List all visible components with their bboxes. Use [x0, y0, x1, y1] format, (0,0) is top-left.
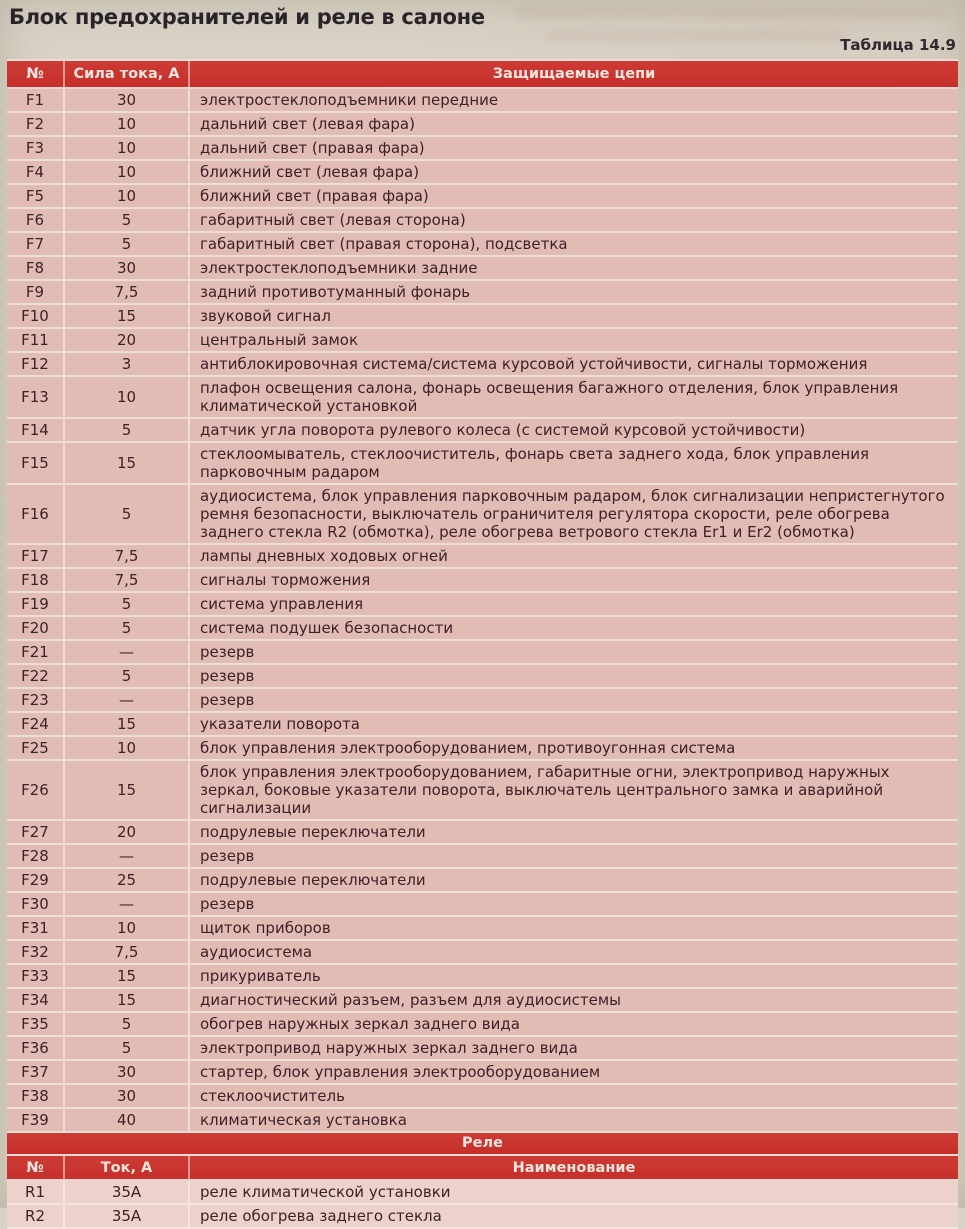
fuse-col-header-circuits: Защищаемые цепи — [492, 66, 656, 82]
cell-amp: 35А — [65, 1181, 190, 1203]
cell-amp: — — [65, 893, 190, 915]
table-row — [7, 617, 958, 641]
cell-desc: лампы дневных ходовых огней — [200, 547, 448, 565]
cell-amp: 15 — [65, 713, 190, 735]
cell-amp: 15 — [65, 965, 190, 987]
table-row — [7, 641, 958, 665]
cell-amp: 30 — [65, 257, 190, 279]
relay-col-header-name: Наименование — [512, 1159, 636, 1176]
cell-amp: — — [65, 689, 190, 711]
cell-amp: 5 — [65, 419, 190, 441]
cell-desc: электростеклоподъемники задние — [200, 259, 478, 277]
cell-desc: стеклоомыватель, стеклоочиститель, фонарь света заднего хода, блок управления парковочным радаром — [200, 445, 870, 481]
table-caption: Таблица 14.9 — [840, 36, 956, 54]
cell-desc: резерв — [200, 895, 255, 913]
table-row — [7, 281, 958, 305]
table-row — [7, 989, 958, 1013]
cell-amp: 5 — [65, 1013, 190, 1035]
table-row — [7, 419, 958, 443]
table-row — [7, 209, 958, 233]
table-row — [7, 689, 958, 713]
cell-num: F12 — [7, 353, 65, 375]
cell-desc: габаритный свет (левая сторона) — [200, 211, 466, 229]
cell-num: F13 — [7, 377, 65, 417]
cell-desc: центральный замок — [200, 331, 359, 349]
cell-amp: 10 — [65, 161, 190, 183]
cell-amp: 15 — [65, 761, 190, 819]
cell-desc: блок управления электрооборудованием, габаритные огни, электропривод наружных зеркал, боковые указатели поворота, выключатель центрального замка и аварийной сигнализации — [200, 763, 890, 817]
table-row — [7, 1181, 958, 1205]
table-row — [7, 485, 958, 545]
table-row — [7, 113, 958, 137]
fuse-table — [7, 59, 958, 1133]
cell-amp: 5 — [65, 1037, 190, 1059]
table-row — [7, 305, 958, 329]
cell-num: F15 — [7, 443, 65, 483]
cell-desc: прикуриватель — [200, 967, 321, 985]
cell-num: F7 — [7, 233, 65, 255]
cell-num: F14 — [7, 419, 65, 441]
cell-amp: 10 — [65, 137, 190, 159]
cell-num: F28 — [7, 845, 65, 867]
relay-table-body — [7, 1181, 958, 1229]
cell-amp: 10 — [65, 917, 190, 939]
cell-amp: 5 — [65, 665, 190, 687]
cell-amp: 7,5 — [65, 281, 190, 303]
cell-desc: обогрев наружных зеркал заднего вида — [200, 1015, 520, 1033]
cell-desc: стартер, блок управления электрооборудованием — [200, 1063, 601, 1081]
cell-desc: резерв — [200, 847, 255, 865]
table-row — [7, 713, 958, 737]
relay-col-header-amperage: Ток, А — [65, 1156, 190, 1179]
cell-num: F20 — [7, 617, 65, 639]
cell-num: F32 — [7, 941, 65, 963]
cell-amp: 7,5 — [65, 941, 190, 963]
cell-num: F37 — [7, 1061, 65, 1083]
cell-desc: система подушек безопасности — [200, 619, 454, 637]
table-row — [7, 1205, 958, 1229]
cell-desc: реле климатической установки — [200, 1183, 451, 1201]
table-row — [7, 893, 958, 917]
cell-amp: — — [65, 641, 190, 663]
cell-num: F35 — [7, 1013, 65, 1035]
fuse-table-body — [7, 89, 958, 1133]
cell-desc: сигналы торможения — [200, 571, 371, 589]
cell-amp: 40 — [65, 1109, 190, 1131]
cell-amp: 20 — [65, 821, 190, 843]
cell-desc: датчик угла поворота рулевого колеса (с системой курсовой устойчивости) — [200, 421, 806, 439]
cell-num: F36 — [7, 1037, 65, 1059]
cell-amp: 30 — [65, 89, 190, 111]
table-row — [7, 941, 958, 965]
cell-desc: щиток приборов — [200, 919, 331, 937]
relay-section-header: Реле — [7, 1133, 958, 1156]
table-row — [7, 137, 958, 161]
cell-num: F11 — [7, 329, 65, 351]
cell-amp: 7,5 — [65, 569, 190, 591]
cell-amp: 30 — [65, 1085, 190, 1107]
cell-desc: указатели поворота — [200, 715, 360, 733]
cell-num: F5 — [7, 185, 65, 207]
cell-amp: 15 — [65, 989, 190, 1011]
cell-num: F6 — [7, 209, 65, 231]
cell-amp: 5 — [65, 233, 190, 255]
cell-amp: 10 — [65, 113, 190, 135]
cell-num: R1 — [7, 1181, 65, 1203]
cell-amp: 30 — [65, 1061, 190, 1083]
cell-num: F3 — [7, 137, 65, 159]
cell-num: F25 — [7, 737, 65, 759]
cell-amp: 5 — [65, 593, 190, 615]
fuse-col-header-amperage: Сила тока, А — [65, 61, 190, 87]
cell-amp: 10 — [65, 185, 190, 207]
cell-num: F8 — [7, 257, 65, 279]
cell-desc: подрулевые переключатели — [200, 871, 426, 889]
cell-desc: климатическая установка — [200, 1111, 407, 1129]
cell-desc: задний противотуманный фонарь — [200, 283, 471, 301]
table-row — [7, 761, 958, 821]
table-row — [7, 1037, 958, 1061]
table-row — [7, 821, 958, 845]
cell-num: R2 — [7, 1205, 65, 1227]
cell-desc: габаритный свет (правая сторона), подсветка — [200, 235, 568, 253]
table-row — [7, 593, 958, 617]
cell-num: F38 — [7, 1085, 65, 1107]
table-row — [7, 257, 958, 281]
table-row — [7, 443, 958, 485]
table-row — [7, 737, 958, 761]
cell-desc: резерв — [200, 691, 255, 709]
cell-desc: звуковой сигнал — [200, 307, 331, 325]
table-row — [7, 1085, 958, 1109]
cell-num: F9 — [7, 281, 65, 303]
cell-desc: антиблокировочная система/система курсовой устойчивости, сигналы торможения — [200, 355, 868, 373]
cell-num: F4 — [7, 161, 65, 183]
cell-amp: 7,5 — [65, 545, 190, 567]
table-row — [7, 965, 958, 989]
cell-desc: резерв — [200, 643, 255, 661]
cell-desc: блок управления электрооборудованием, противоугонная система — [200, 739, 736, 757]
table-row — [7, 185, 958, 209]
cell-desc: стеклоочиститель — [200, 1087, 345, 1105]
cell-amp: 5 — [65, 209, 190, 231]
cell-amp: 15 — [65, 305, 190, 327]
cell-desc: дальний свет (правая фара) — [200, 139, 425, 157]
cell-desc: аудиосистема — [200, 943, 313, 961]
cell-amp: 25 — [65, 869, 190, 891]
cell-num: F34 — [7, 989, 65, 1011]
table-row — [7, 1109, 958, 1133]
cell-num: F30 — [7, 893, 65, 915]
cell-num: F24 — [7, 713, 65, 735]
cell-amp: 20 — [65, 329, 190, 351]
table-row — [7, 665, 958, 689]
cell-num: F1 — [7, 89, 65, 111]
table-row — [7, 569, 958, 593]
cell-num: F17 — [7, 545, 65, 567]
table-row — [7, 1061, 958, 1085]
cell-desc: дальний свет (левая фара) — [200, 115, 415, 133]
cell-amp: — — [65, 845, 190, 867]
relay-col-header-number: № — [7, 1156, 65, 1179]
cell-desc: диагностический разъем, разъем для аудиосистемы — [200, 991, 622, 1009]
cell-amp: 10 — [65, 737, 190, 759]
table-row — [7, 89, 958, 113]
fuse-col-header-number: № — [7, 61, 65, 87]
cell-num: F27 — [7, 821, 65, 843]
relay-table-header-row — [7, 1156, 958, 1181]
cell-desc: электропривод наружных зеркал заднего вида — [200, 1039, 578, 1057]
cell-desc: ближний свет (правая фара) — [200, 187, 429, 205]
table-row — [7, 917, 958, 941]
table-row — [7, 329, 958, 353]
cell-amp: 10 — [65, 377, 190, 417]
cell-desc: ближний свет (левая фара) — [200, 163, 420, 181]
cell-num: F26 — [7, 761, 65, 819]
cell-desc: плафон освещения салона, фонарь освещения багажного отделения, блок управления климатической установкой — [200, 379, 899, 415]
table-row — [7, 353, 958, 377]
table-row — [7, 233, 958, 257]
cell-desc: электростеклоподъемники передние — [200, 91, 499, 109]
cell-amp: 5 — [65, 617, 190, 639]
relay-table — [7, 1156, 958, 1229]
cell-num: F23 — [7, 689, 65, 711]
cell-num: F33 — [7, 965, 65, 987]
cell-desc: резерв — [200, 667, 255, 685]
table-row — [7, 845, 958, 869]
cell-desc: аудиосистема, блок управления парковочным радаром, блок сигнализации непристегнутого ремня безопасности, выключатель ограничителя регулятора скорости, реле обогрева заднего стекла R2 (обмотка), реле обогрева ветрового стекла Er1 и Er2 (обмотка) — [200, 487, 945, 541]
table-row — [7, 545, 958, 569]
cell-num: F22 — [7, 665, 65, 687]
cell-desc: система управления — [200, 595, 364, 613]
cell-amp: 15 — [65, 443, 190, 483]
table-row — [7, 869, 958, 893]
fuse-table-header-row — [7, 59, 958, 89]
cell-num: F21 — [7, 641, 65, 663]
table-row — [7, 377, 958, 419]
cell-desc: подрулевые переключатели — [200, 823, 426, 841]
cell-num: F16 — [7, 485, 65, 543]
cell-amp: 3 — [65, 353, 190, 375]
cell-num: F39 — [7, 1109, 65, 1131]
cell-amp: 35А — [65, 1205, 190, 1227]
cell-num: F29 — [7, 869, 65, 891]
cell-amp: 5 — [65, 485, 190, 543]
table-row — [7, 1013, 958, 1037]
page-title: Блок предохранителей и реле в салоне — [9, 5, 485, 29]
cell-desc: реле обогрева заднего стекла — [200, 1207, 442, 1225]
cell-num: F31 — [7, 917, 65, 939]
cell-num: F19 — [7, 593, 65, 615]
table-row — [7, 161, 958, 185]
cell-num: F2 — [7, 113, 65, 135]
cell-num: F10 — [7, 305, 65, 327]
cell-num: F18 — [7, 569, 65, 591]
